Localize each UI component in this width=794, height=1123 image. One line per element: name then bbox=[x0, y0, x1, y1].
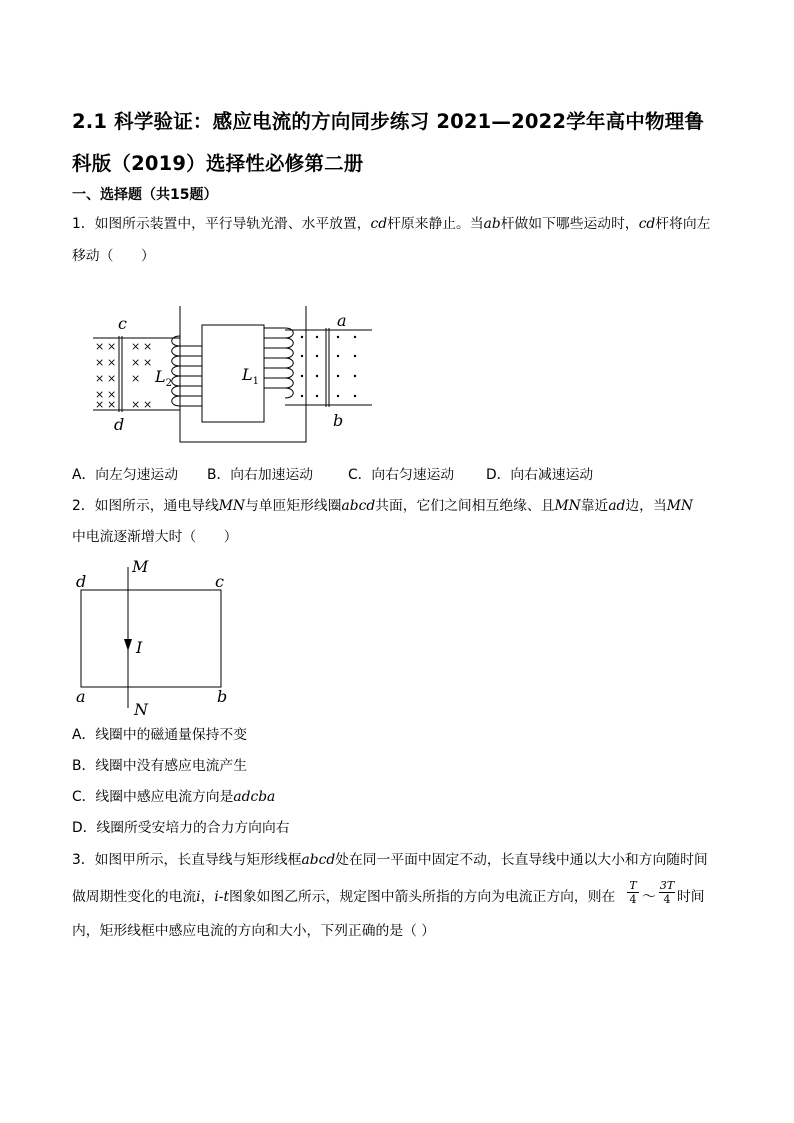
q1-options bbox=[72, 469, 772, 485]
q1-label-c: c bbox=[118, 314, 127, 333]
q1-core-inner bbox=[202, 325, 264, 422]
q1-stem-line2: 移动（ ） bbox=[72, 248, 155, 264]
svg-text:×: × bbox=[107, 372, 117, 385]
svg-text:×: × bbox=[95, 340, 105, 353]
svg-text:×: × bbox=[107, 356, 117, 369]
q2-stem-line2: 中电流逐渐增大时（ ） bbox=[72, 529, 238, 545]
q2-option-d: D．线圈所受安培力的合力方向向右 bbox=[72, 820, 290, 836]
q2-label-n: N bbox=[134, 700, 148, 719]
svg-text:×: × bbox=[143, 340, 153, 353]
q3-stem-line2: 做周期性变化的电流i，i-t图象如图乙所示，规定图中箭头所指的方向为电流正方向，则在 $\frac{T}{4}$ ～ $\frac{3T}{4}$ 时间 bbox=[72, 879, 705, 906]
doc-title-line2: 科版（2019）选择性必修第二册 bbox=[72, 152, 364, 175]
q3-stem-line3: 内，矩形线框中感应电流的方向和大小，下列正确的是（ ） bbox=[72, 923, 436, 939]
q1-label-d: d bbox=[114, 415, 125, 434]
q3-stem-line1: 3．如图甲所示，长直导线与矩形线框abcd处在同一平面中固定不动，长直导线中通以大小和方向随时间 bbox=[72, 852, 708, 868]
svg-text:×: × bbox=[143, 356, 153, 369]
svg-text:×: × bbox=[143, 398, 153, 411]
doc-title-line1: 2.1 科学验证：感应电流的方向同步练习 2021—2022学年高中物理鲁 bbox=[72, 110, 705, 133]
svg-text:×: × bbox=[107, 340, 117, 353]
svg-text:×: × bbox=[95, 388, 105, 401]
q2-option-c: C．线圈中感应电流方向是adcba bbox=[72, 789, 276, 805]
svg-text:×: × bbox=[107, 398, 117, 411]
q1-option-d: D．向右减速运动 bbox=[486, 467, 594, 483]
q2-label-a: a bbox=[76, 687, 86, 706]
svg-text:×: × bbox=[131, 340, 141, 353]
q1-option-c: C．向右匀速运动 bbox=[348, 467, 455, 483]
q1-stem-line1: 1．如图所示装置中，平行导轨光滑、水平放置，cd杆原来静止。当ab杆做如下哪些运动时，cd杆将向左 bbox=[72, 216, 711, 232]
svg-text:×: × bbox=[131, 356, 141, 369]
q2-label-m: M bbox=[132, 557, 149, 576]
q2-label-i: I bbox=[136, 638, 143, 657]
svg-text:×: × bbox=[95, 356, 105, 369]
q1-field-into-page bbox=[95, 340, 152, 411]
q2-option-a: A．线圈中的磁通量保持不变 bbox=[72, 727, 247, 743]
q1-label-a: a bbox=[337, 311, 347, 330]
q2-loop-abcd bbox=[81, 590, 221, 687]
svg-text:×: × bbox=[131, 398, 141, 411]
q2-current-arrow bbox=[124, 639, 132, 651]
svg-text:×: × bbox=[95, 372, 105, 385]
section-heading: 一、选择题（共15题） bbox=[72, 187, 218, 203]
q1-option-a: A．向左匀速运动 bbox=[72, 467, 179, 483]
q3-fraction-t-over-4: $\frac{T}{4}$ bbox=[627, 879, 639, 906]
svg-text:×: × bbox=[131, 372, 141, 385]
q2-figure bbox=[72, 555, 242, 721]
q3-fraction-3t-over-4: $\frac{3T}{4}$ bbox=[659, 879, 675, 906]
q1-label-l1: $L_1$ bbox=[242, 365, 259, 387]
q2-label-b: b bbox=[217, 687, 228, 706]
q2-option-b: B．线圈中没有感应电流产生 bbox=[72, 758, 248, 774]
svg-text:×: × bbox=[95, 398, 105, 411]
svg-text:×: × bbox=[107, 388, 117, 401]
q1-coil-l2 bbox=[172, 336, 202, 406]
q2-label-d: d bbox=[76, 572, 87, 591]
q1-label-b: b bbox=[333, 411, 344, 430]
q1-coil-l1 bbox=[264, 328, 293, 398]
q1-label-l2: $L_2$ bbox=[155, 367, 172, 389]
q1-figure bbox=[85, 306, 385, 450]
q2-label-c: c bbox=[215, 572, 224, 591]
q1-option-b: B．向右加速运动 bbox=[207, 467, 314, 483]
q2-stem-line1: 2．如图所示，通电导线MN与单匝矩形线圈abcd共面，它们之间相互绝缘、且MN靠近ad边，当MN bbox=[72, 498, 693, 514]
